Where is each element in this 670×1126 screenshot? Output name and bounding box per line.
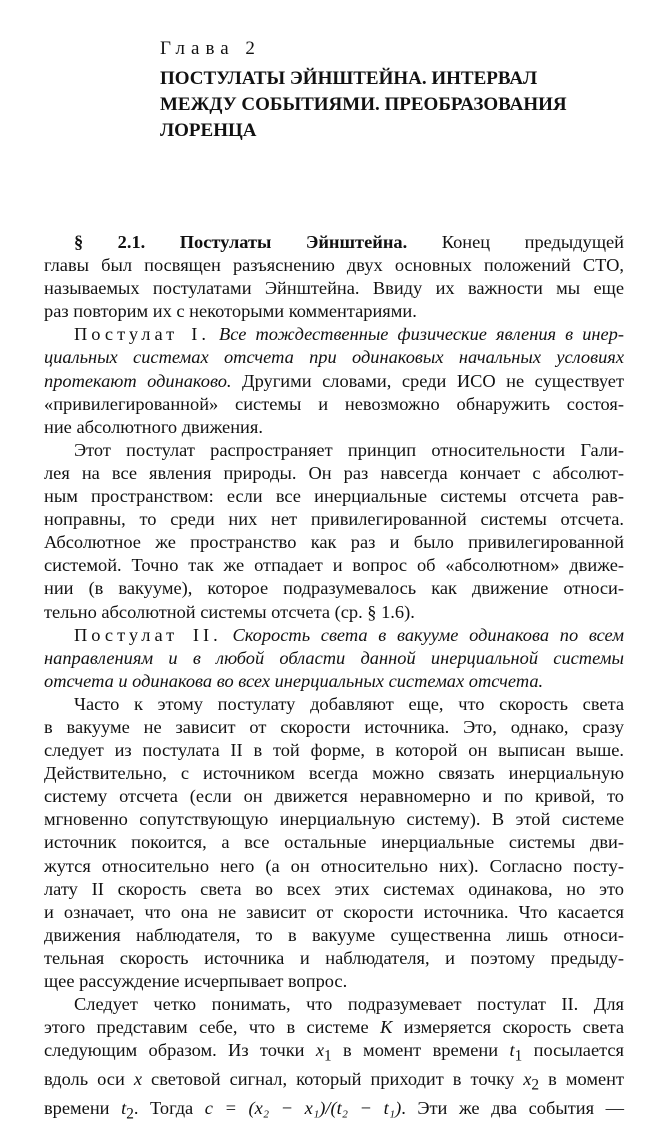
text-line: направлениям и в любой области данной инерциальной системы [44,647,624,668]
text-line: лея на все явления природы. Он раз навсегда кончает с абсолют- [44,462,624,483]
text-line: ным пространством: если все инерциальные системы отсчета рав- [44,486,624,507]
body-text [44,231,624,1126]
source-speed-paragraph [44,693,624,993]
measurement-paragraph [44,993,624,1125]
text-line: щее рассуждение исчерпывает вопрос. [44,971,348,991]
postulate-1-paragraph [44,323,624,438]
text-line: Часто к этому постулату добавляют еще, что скорость света [74,693,624,714]
text-line: отсчета и одинакова во всех инерциальных системах отсчета. [44,670,544,691]
text-line: источник покоится, а все остальные инерциальные системы дви- [44,832,624,853]
chapter-title-line: ПОСТУЛАТЫ ЭЙНШТЕЙНА. ИНТЕРВАЛ [160,68,538,89]
text-line: главы был посвящен разъяснению двух основных положений СТО, [44,255,624,276]
text-line: в вакууме не зависит от скорости источника. Это, однако, сразу [44,716,624,737]
text-line: Постулат II. Скорость света в вакууме одинакова по всем [74,624,625,645]
text-line: движения наблюдателя, то в вакууме существенна лишь относи- [44,924,624,945]
text-line: Этот постулат распространяет принцип относительности Гали- [74,439,624,460]
frame-symbol: K [380,1017,393,1038]
text-line: ние абсолютного движения. [44,416,263,437]
text-line: Действительно, с источником всегда можно связать инерциальную [44,763,624,784]
text-line: вдоль оси x световой сигнал, который приходит в точку $x_2$ в момент [44,1069,624,1094]
text-line: раз повторим их с некоторыми комментариями. [44,301,417,322]
text-line: следует из постулата II в той форме, в которой он выписан выше. [44,740,624,761]
relativity-paragraph [44,439,624,624]
text-line: следующим образом. Из точки $x_1$ в момент времени $t_1$ посылается [44,1040,624,1065]
text-line: тельная скорость источника и наблюдателя, и поэтому предыду- [44,947,624,968]
text-line: мгновенно сопутствующую инерциальную систему). В этой системе [44,809,624,830]
text-line: Постулат I. Все тождественные физические явления в инер- [74,324,625,345]
chapter-label: Глава 2 [160,38,261,59]
postulate-2-paragraph [44,624,624,693]
section-intro-paragraph [44,231,624,323]
speed-formula: c = (x₂ − x₁)/(t₂ − t₁) [204,1097,402,1118]
text-line: времени $t_2$. Тогда c = (x₂ − x₁)/(t₂ − t₁). Эти же два события — [44,1097,624,1123]
text-line: и означает, что она не зависит от скорости источника. Что касается [44,901,624,922]
text-line: систему отсчета (если он движется неравномерно и по кривой, то [44,786,624,807]
chapter-title-line: ЛОРЕНЦА [160,120,257,141]
postulate-label: Постулат I. [74,324,210,345]
text-line: Следует четко понимать, что подразумевает постулат II. Для [74,994,624,1015]
text-line: «привилегированной» системы и невозможно обнаружить состоя- [44,393,624,414]
text-line: системой. Точно так же отпадает и вопрос об «абсолютном» движе- [44,555,624,576]
postulate-label: Постулат II. [74,624,222,645]
chapter-title [160,66,630,144]
text-line: тельно абсолютной системы отсчета (ср. § 1.6). [44,601,415,622]
chapter-title-line: МЕЖДУ СОБЫТИЯМИ. ПРЕОБРАЗОВАНИЯ [160,94,567,115]
text-line: ноправны, то среди них нет привилегированной системы отсчета. [44,509,624,530]
section-heading: § 2.1. Постулаты Эйнштейна. [74,232,408,252]
text-line: § 2.1. Постулаты Эйнштейна. Конец предыдущей [74,232,624,252]
text-line: протекают одинаково. Другими словами, среди ИСО не существует [44,370,624,391]
text-line: этого представим себе, что в системе K измеряется скорость света [44,1017,624,1038]
text-line: называемых постулатами Эйнштейна. Ввиду их важности мы еще [44,278,624,299]
text-line: лату II скорость света во всех этих системах одинакова, но это [44,878,624,899]
text-line: циальных системах отсчета при одинаковых начальных условиях [44,347,624,368]
text-line: нии (в вакууме), которое подразумевалось как движение относи- [44,578,624,599]
text-line: Абсолютное же пространство как раз и было привилегированной [44,532,624,553]
text-line: жутся относительно него (а он относительно них). Согласно посту- [44,855,624,876]
